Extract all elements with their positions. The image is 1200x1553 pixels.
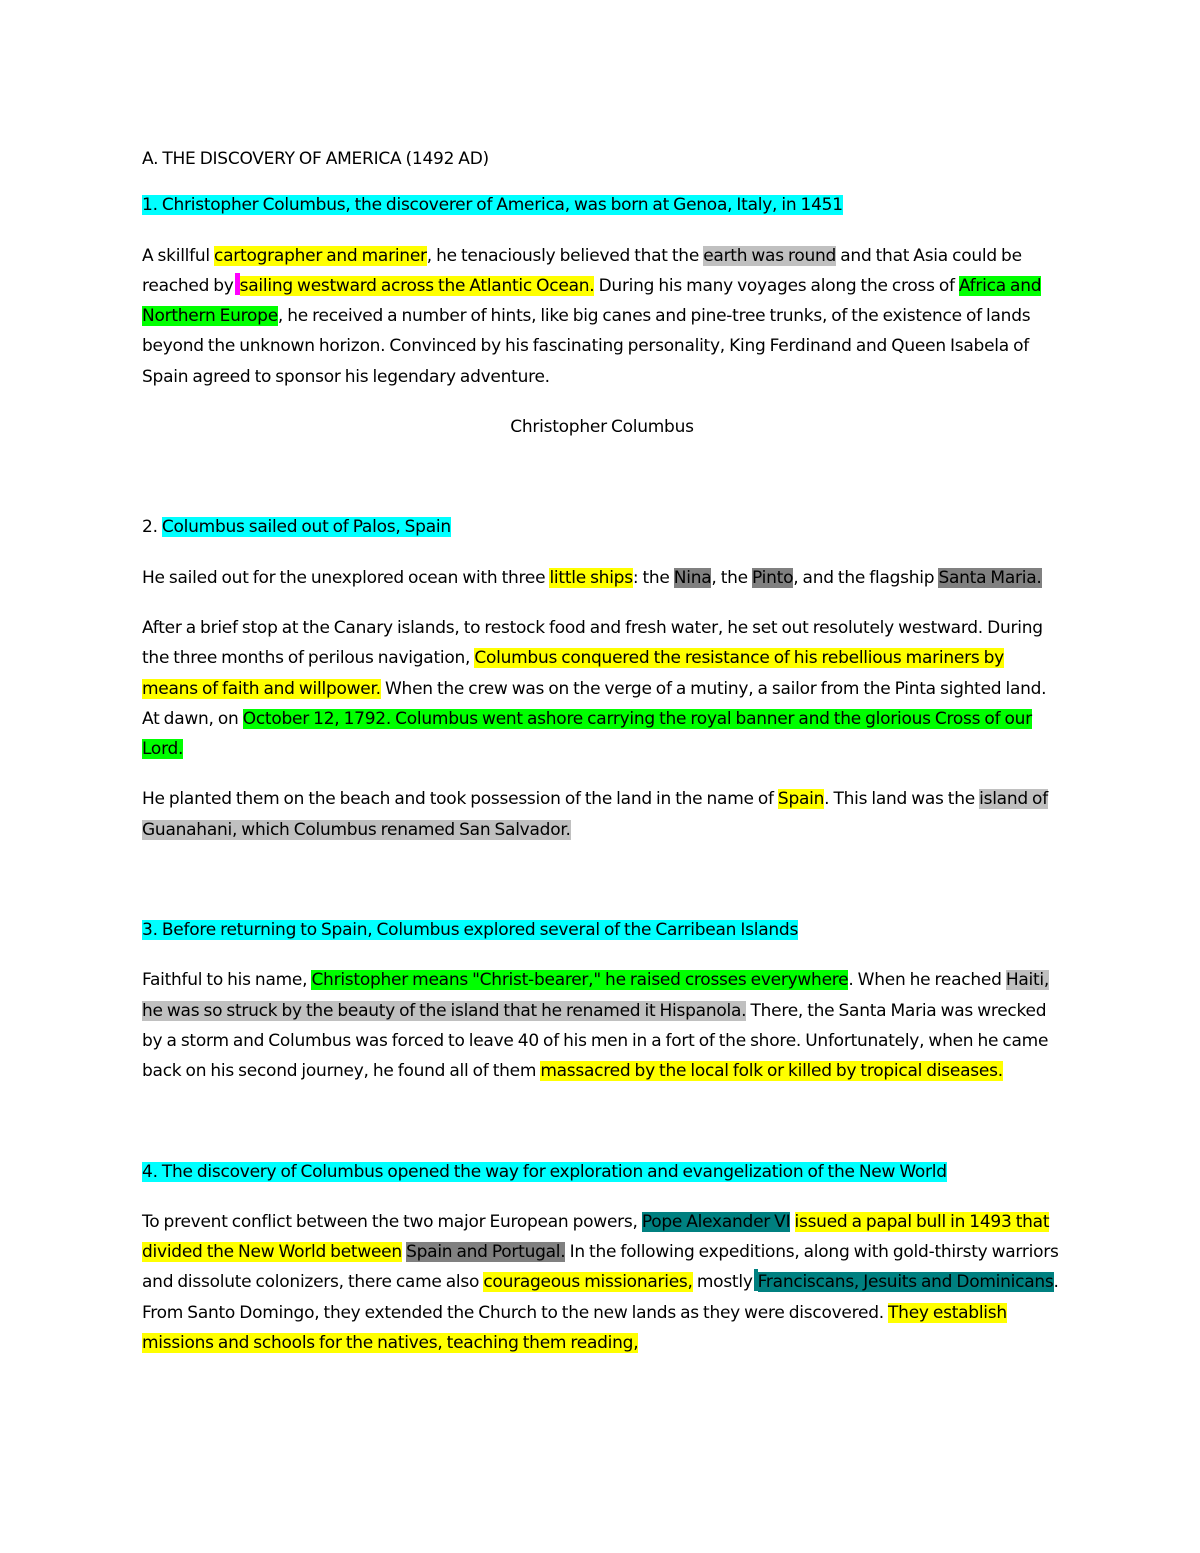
- section-4-paragraph: To prevent conflict between the two major European powers, Pope Alexander VI issued a papal bull in 1493 that divided the New World between Spain and Portugal. In the following expeditions, along with gold-thirsty warriors and dissolute colonizers, there came also courageous missionaries, mostly Franciscans, Jesuits and Dominicans. From Santo Domingo, they extended the Church to the new lands as they were discovered. They establish missions and schools for the natives, teaching them reading,: [142, 1211, 1059, 1354]
- highlight-yellow: cartographer and mariner: [214, 245, 427, 266]
- highlight-teal: Pope Alexander VI: [641, 1211, 791, 1232]
- highlight-yellow: issued a papal bull in 1493 that divided the New World between: [142, 1211, 1050, 1263]
- highlight-dark-gray: Spain and Portugal.: [406, 1242, 566, 1263]
- highlight-yellow: Spain: [777, 789, 825, 810]
- section-3-heading: [142, 915, 1062, 945]
- highlight-green: Africa and Northern Europe: [142, 275, 1042, 327]
- highlight-yellow: courageous missionaries,: [483, 1272, 693, 1293]
- document-body: [142, 144, 1062, 1378]
- section-3-paragraph: Faithful to his name, Christopher means "Christ-bearer," he raised crosses everywhere. When he reached Haiti, he was so struck by the beauty of the island that he renamed it Hispanola. There, the Santa Maria was wrecked by a storm and Columbus was forced to leave 40 of his men in a fort of the shore. Unfortunately, when he came back on his second journey, he found all of them massacred by the local folk or killed by tropical diseases.: [142, 970, 1050, 1082]
- section-1-heading: [142, 190, 1062, 220]
- highlight-green: October 12, 1792. Columbus went ashore carrying the royal banner and the glorious Cross of our Lord.: [142, 708, 1032, 760]
- section-4-heading: [142, 1157, 1062, 1187]
- highlight-yellow: massacred by the local folk or killed by tropical diseases.: [540, 1061, 1003, 1082]
- highlight-yellow: Columbus conquered the resistance of his rebellious mariners by means of faith and willpower.: [142, 648, 1004, 699]
- section-2-paragraph-2: After a brief stop at the Canary islands, to restock food and fresh water, he set out resolutely westward. During the three months of perilous navigation, Columbus conquered the resistance of his rebellious mariners by means of faith and willpower. When the crew was on the verge of a mutiny, a sailor from the Pinta sighted land. At dawn, on October 12, 1792. Columbus went ashore carrying the royal banner and the glorious Cross of our Lord.: [142, 617, 1047, 760]
- highlight-green: Christopher means "Christ-bearer," he raised crosses everywhere: [311, 970, 849, 991]
- highlight-cyan: Columbus sailed out of Palos, Spain: [161, 517, 451, 538]
- section-2-paragraph-3: He planted them on the beach and took possession of the land in the name of Spain. This land was the island of Guanahani, which Columbus renamed San Salvador.: [142, 789, 1048, 840]
- highlight-gray: Haiti, he was so struck by the beauty of the island that he renamed it Hispanola.: [142, 970, 1050, 1021]
- highlight-cyan: 1. Christopher Columbus, the discoverer of America, was born at Genoa, Italy, in 1451: [142, 195, 843, 216]
- highlight-dark-gray: Pinto: [752, 567, 794, 588]
- section-1-paragraph: A skillful cartographer and mariner, he tenaciously believed that the earth was round and that Asia could be reached by sailing westward across the Atlantic Ocean. During his many voyages along the cross of Africa and Northern Europe, he received a number of hints, like big canes and pine-tree trunks, of the existence of lands beyond the unknown horizon. Convinced by his fascinating personality, King Ferdinand and Queen Isabela of Spain agreed to sponsor his legendary adventure.: [142, 245, 1042, 387]
- highlight-teal: Franciscans, Jesuits and Dominicans: [757, 1272, 1054, 1293]
- section-2-paragraph-1: He sailed out for the unexplored ocean with three little ships: the Nina, the Pinto, and the flagship Santa Maria.: [142, 567, 1042, 588]
- highlight-yellow: little ships: [549, 567, 633, 588]
- magenta-highlight-mark: [235, 273, 240, 295]
- highlight-yellow: They establish missions and schools for the natives, teaching them reading,: [142, 1302, 1007, 1354]
- highlight-cyan: 4. The discovery of Columbus opened the way for exploration and evangelization of the New World: [142, 1161, 947, 1182]
- highlight-dark-gray: Nina: [673, 567, 712, 588]
- highlight-gray: island of Guanahani, which Columbus renamed San Salvador.: [142, 789, 1048, 840]
- highlight-yellow: sailing westward across the Atlantic Ocean.: [239, 275, 595, 296]
- section-2-heading: 2. Columbus sailed out of Palos, Spain: [142, 517, 451, 538]
- highlight-gray: earth was round: [703, 245, 837, 266]
- highlight-cyan: 3. Before returning to Spain, Columbus explored several of the Carribean Islands: [142, 920, 799, 941]
- document-title: A. THE DISCOVERY OF AMERICA (1492 AD): [142, 149, 489, 169]
- image-caption: Christopher Columbus: [510, 417, 694, 438]
- highlight-dark-gray: Santa Maria.: [938, 567, 1042, 588]
